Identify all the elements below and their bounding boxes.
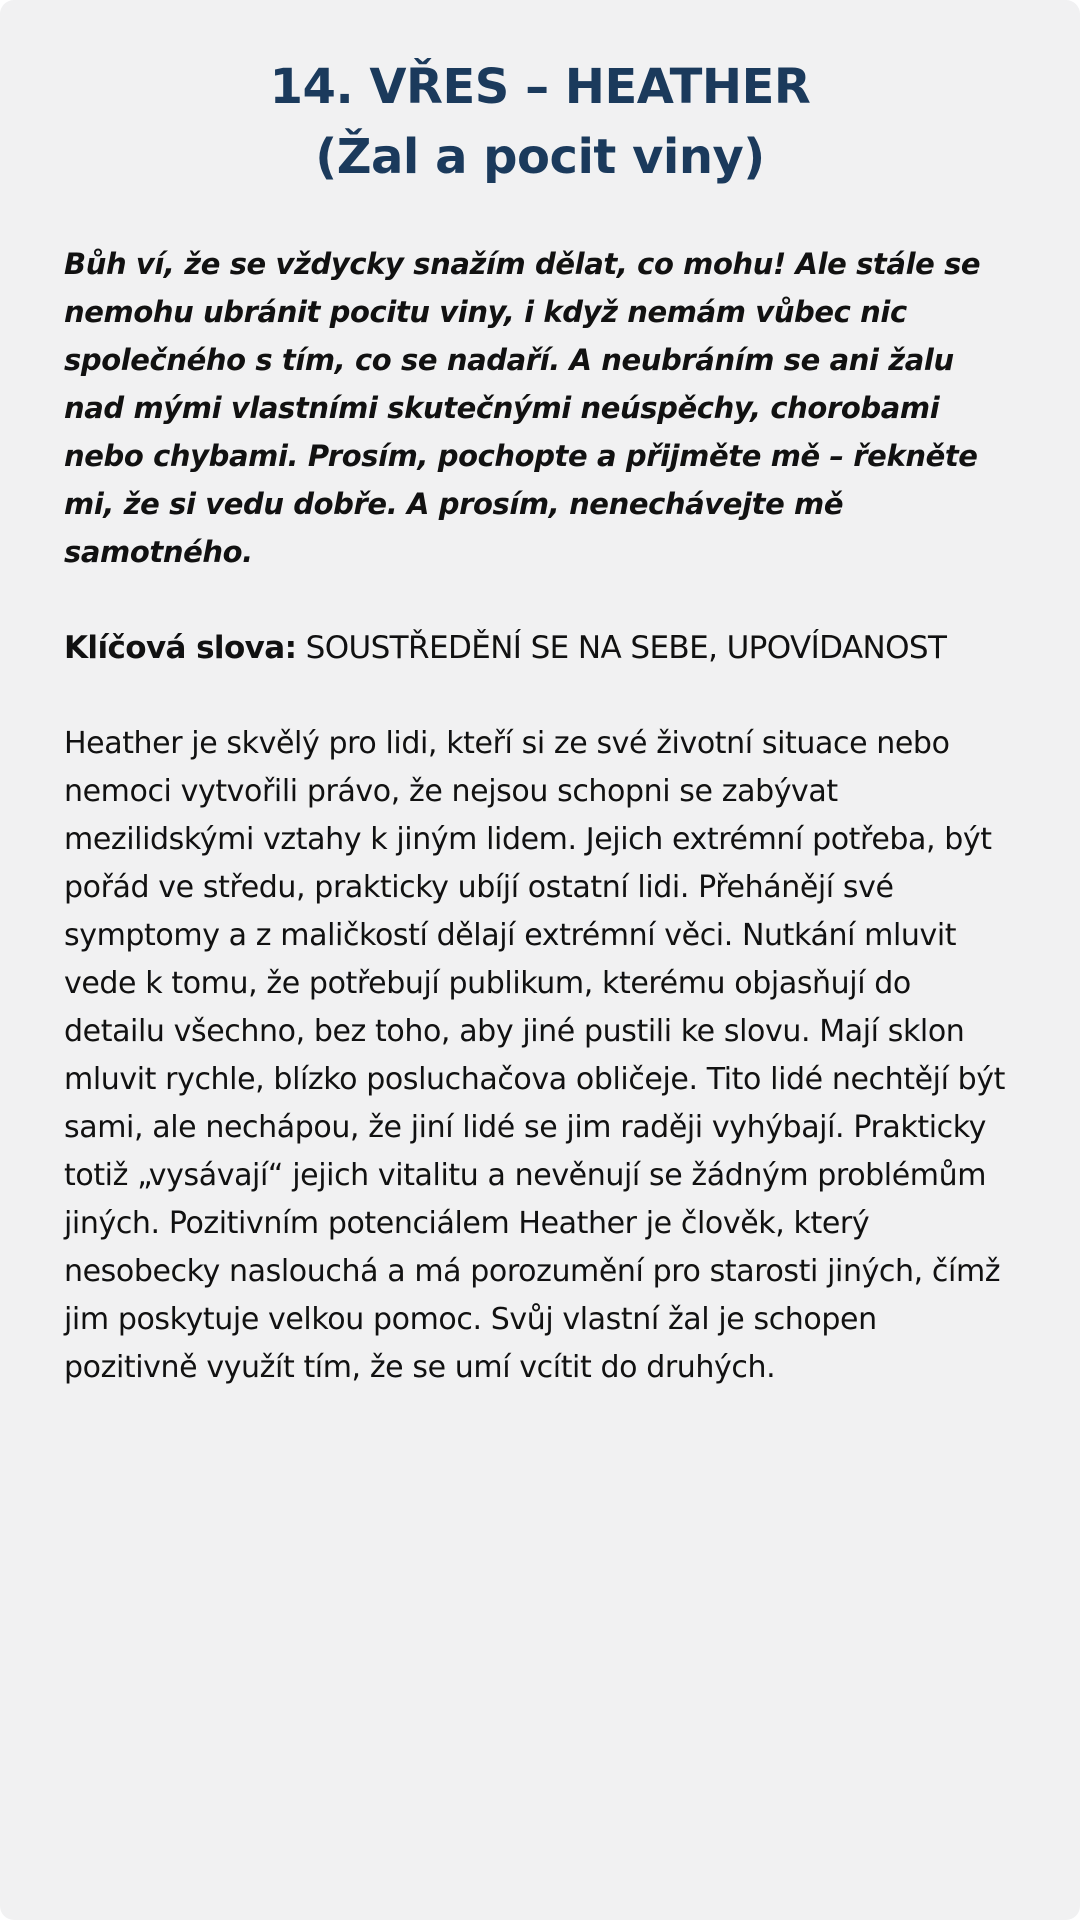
title-line-2: (Žal a pocit viny) [315, 129, 765, 185]
title-line-1: 14. VŘES – HEATHER [269, 59, 811, 115]
keywords-line [64, 624, 1016, 672]
keywords-label: Klíčová slova: [64, 630, 297, 666]
quote-text: Bůh ví, že se vždycky snažím dělat, co mohu! Ale stále se nemohu ubránit pocitu viny, i když nemám vůbec nic společného s tím, co se nadaří. A neubráním se ani žalu nad mými vlastními skutečnými neúspěchy, chorobami nebo chybami. Prosím, pochopte a přijměte mě – řekněte mi, že si vedu dobře. A prosím, nenechávejte mě samotného. [64, 247, 981, 569]
page-title [64, 52, 1016, 192]
keywords-value: SOUSTŘEDĚNÍ SE NA SEBE, UPOVÍDANOST [305, 630, 947, 666]
description-text: Heather je skvělý pro lidi, kteří si ze své životní situace nebo nemoci vytvořili právo, že nejsou schopni se zabývat mezilidskými vztahy k jiným lidem. Jejich extrémní potřeba, být pořád ve středu, prakticky ubíjí ostatní lidi. Přehánějí své symptomy a z maličkostí dělají extrémní věci. Nutkání mluvit vede k tomu, že potřebují publikum, kterému objasňují do detailu všechno, bez toho, aby jiné pustili ke slovu. Mají sklon mluvit rychle, blízko posluchačova obličeje. Tito lidé nechtějí být sami, ale nechápou, že jiní lidé se jim raději vyhýbají. Prakticky totiž „vysávají“ jejich vitalitu a nevěnují se žádným problémům jiných. Pozitivním potenciálem Heather je člověk, který nesobecky naslouchá a má porozumění pro starosti jiných, čímž jim poskytuje velkou pomoc. Svůj vlastní žal je schopen pozitivně využít tím, že se umí vcítit do druhých. [64, 726, 1006, 1385]
